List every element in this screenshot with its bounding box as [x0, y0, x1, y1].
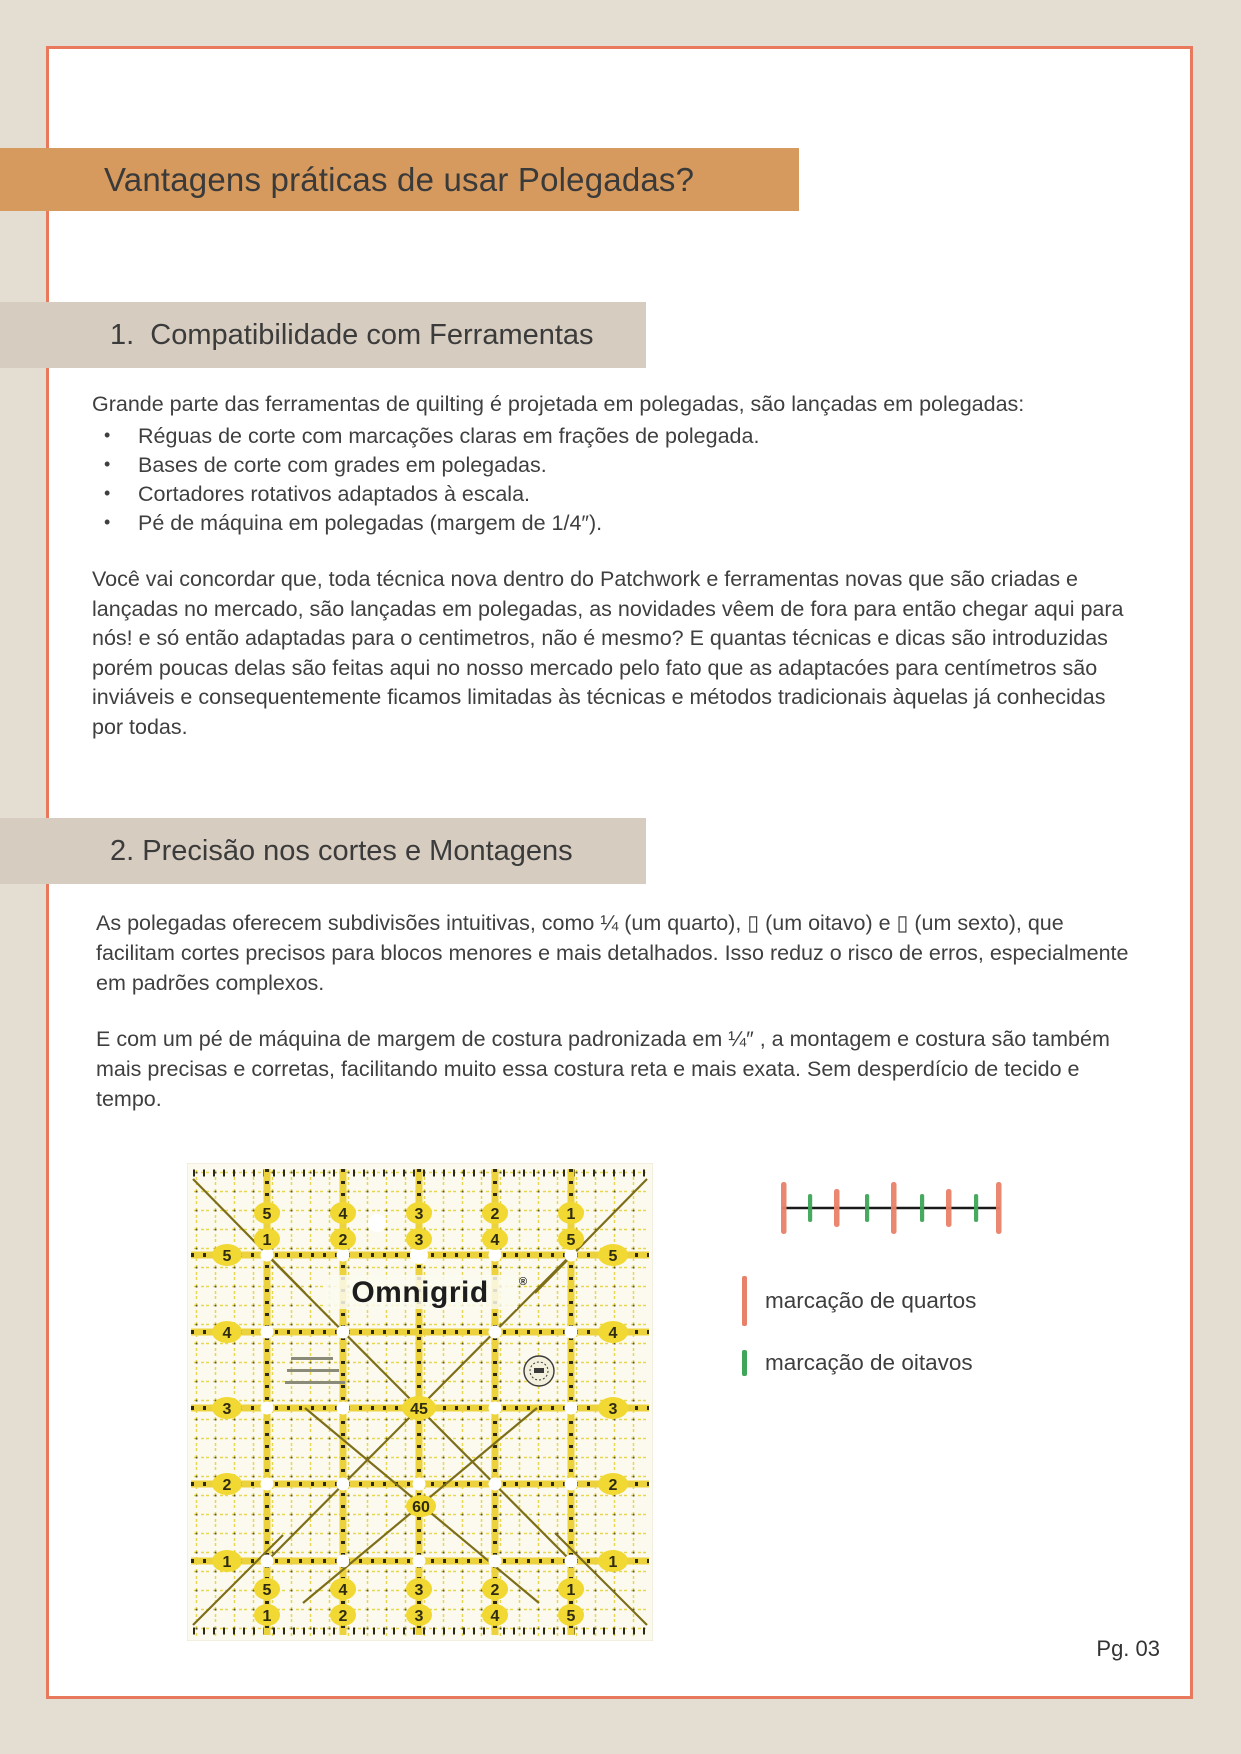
- svg-text:5: 5: [608, 1248, 618, 1265]
- list-item: [100, 451, 1100, 480]
- registered-mark: ®: [519, 1276, 528, 1288]
- svg-text:2: 2: [338, 1608, 348, 1625]
- legend-label: marcação de quartos: [765, 1288, 977, 1313]
- ruler-brand-text: Omnigrid: [351, 1276, 489, 1309]
- svg-text:4: 4: [222, 1325, 232, 1342]
- list-item: [100, 480, 1100, 509]
- bullet-list: [100, 422, 1100, 538]
- svg-text:4: 4: [338, 1206, 348, 1223]
- eighth-color-bar: [742, 1350, 747, 1376]
- section1-heading: 1. Compatibilidade com Ferramentas: [110, 318, 594, 351]
- bullet-icon: •: [104, 483, 111, 503]
- inch-subdivision-diagram: [770, 1158, 1010, 1258]
- svg-text:1: 1: [608, 1554, 618, 1571]
- page-number: Pg. 03: [1096, 1636, 1160, 1661]
- svg-text:5: 5: [262, 1582, 272, 1599]
- svg-text:2: 2: [222, 1477, 232, 1494]
- bullet-icon: •: [104, 512, 111, 532]
- svg-text:1: 1: [262, 1608, 272, 1625]
- list-item: [100, 509, 1100, 538]
- svg-text:2: 2: [490, 1582, 500, 1599]
- svg-text:4: 4: [608, 1325, 618, 1342]
- svg-text:5: 5: [566, 1608, 576, 1625]
- svg-text:3: 3: [222, 1401, 232, 1418]
- svg-text:3: 3: [608, 1401, 618, 1418]
- legend-label: marcação de oitavos: [765, 1350, 973, 1375]
- svg-text:1: 1: [222, 1554, 232, 1571]
- section1-paragraph: Você vai concordar que, toda técnica nova dentro do Patchwork e ferramentas novas que são criadas e lançadas no mercado, são lançadas em polegadas, as novidades vêem de fora para então chegar aqui para nós! e só então adaptadas para o centimetros, não é mesmo? E quantas técnicas e dicas são introduzidas porém poucas delas são feitas aqui no nosso mercado pelo fato que as adaptacóes para centímetros são inviáveis e consequentemente ficamos limitadas às técnicas e métodos tradicionais àquelas já conhecidas por todas.: [92, 567, 1124, 739]
- list-item: [100, 422, 1100, 451]
- list-item-text: Pé de máquina em polegadas (margem de 1/4″).: [138, 511, 603, 535]
- list-item-text: Bases de corte com grades em polegadas.: [138, 453, 547, 477]
- legend-quarters: [742, 1276, 976, 1326]
- svg-text:3: 3: [414, 1582, 424, 1599]
- svg-text:5: 5: [566, 1232, 576, 1249]
- section1-intro: Grande parte das ferramentas de quilting é projetada em polegadas, são lançadas em polegadas:: [92, 392, 1025, 416]
- list-item-text: Réguas de corte com marcações claras em frações de polegada.: [138, 424, 760, 448]
- svg-text:5: 5: [222, 1248, 232, 1265]
- svg-text:1: 1: [262, 1232, 272, 1249]
- angle-45-label: 45: [410, 1401, 428, 1418]
- svg-text:1: 1: [566, 1582, 576, 1599]
- svg-text:4: 4: [490, 1608, 500, 1625]
- svg-text:5: 5: [262, 1206, 272, 1223]
- bullet-icon: •: [104, 454, 111, 474]
- section1-banner: [0, 302, 646, 368]
- section2-paragraph-1: As polegadas oferecem subdivisões intuitivas, como ¼ (um quarto), ▯ (um oitavo) e ▯ (um sexto), que facilitam cortes precisos para blocos menores e mais detalhados. Isso reduz o risco de erros, especialmente em padrões complexos.: [96, 911, 1129, 995]
- page-title: Vantagens práticas de usar Polegadas?: [104, 160, 695, 198]
- angle-60-label: 60: [412, 1499, 430, 1516]
- list-item-text: Cortadores rotativos adaptados à escala.: [138, 482, 531, 506]
- svg-text:2: 2: [490, 1206, 500, 1223]
- section2-banner: [0, 818, 646, 884]
- section2-paragraph-2: E com um pé de máquina de margem de costura padronizada em ¼″ , a montagem e costura são também mais precisas e corretas, facilitando muito essa costura reta e mais exata. Sem desperdício de tecido e tempo.: [96, 1027, 1110, 1111]
- svg-text:3: 3: [414, 1232, 424, 1249]
- bullet-icon: •: [104, 425, 111, 445]
- svg-text:2: 2: [338, 1232, 348, 1249]
- quarter-color-bar: [742, 1276, 747, 1326]
- title-banner: [0, 148, 799, 211]
- svg-text:4: 4: [338, 1582, 348, 1599]
- certification-stamp-icon: [524, 1356, 554, 1386]
- svg-text:1: 1: [566, 1206, 576, 1223]
- svg-text:3: 3: [414, 1206, 424, 1223]
- svg-text:3: 3: [414, 1608, 424, 1625]
- omnigrid-ruler-image: [187, 1163, 653, 1641]
- legend-eighths: [742, 1348, 973, 1378]
- section2-heading: 2. Precisão nos cortes e Montagens: [110, 834, 573, 867]
- svg-text:4: 4: [490, 1232, 500, 1249]
- svg-text:2: 2: [608, 1477, 618, 1494]
